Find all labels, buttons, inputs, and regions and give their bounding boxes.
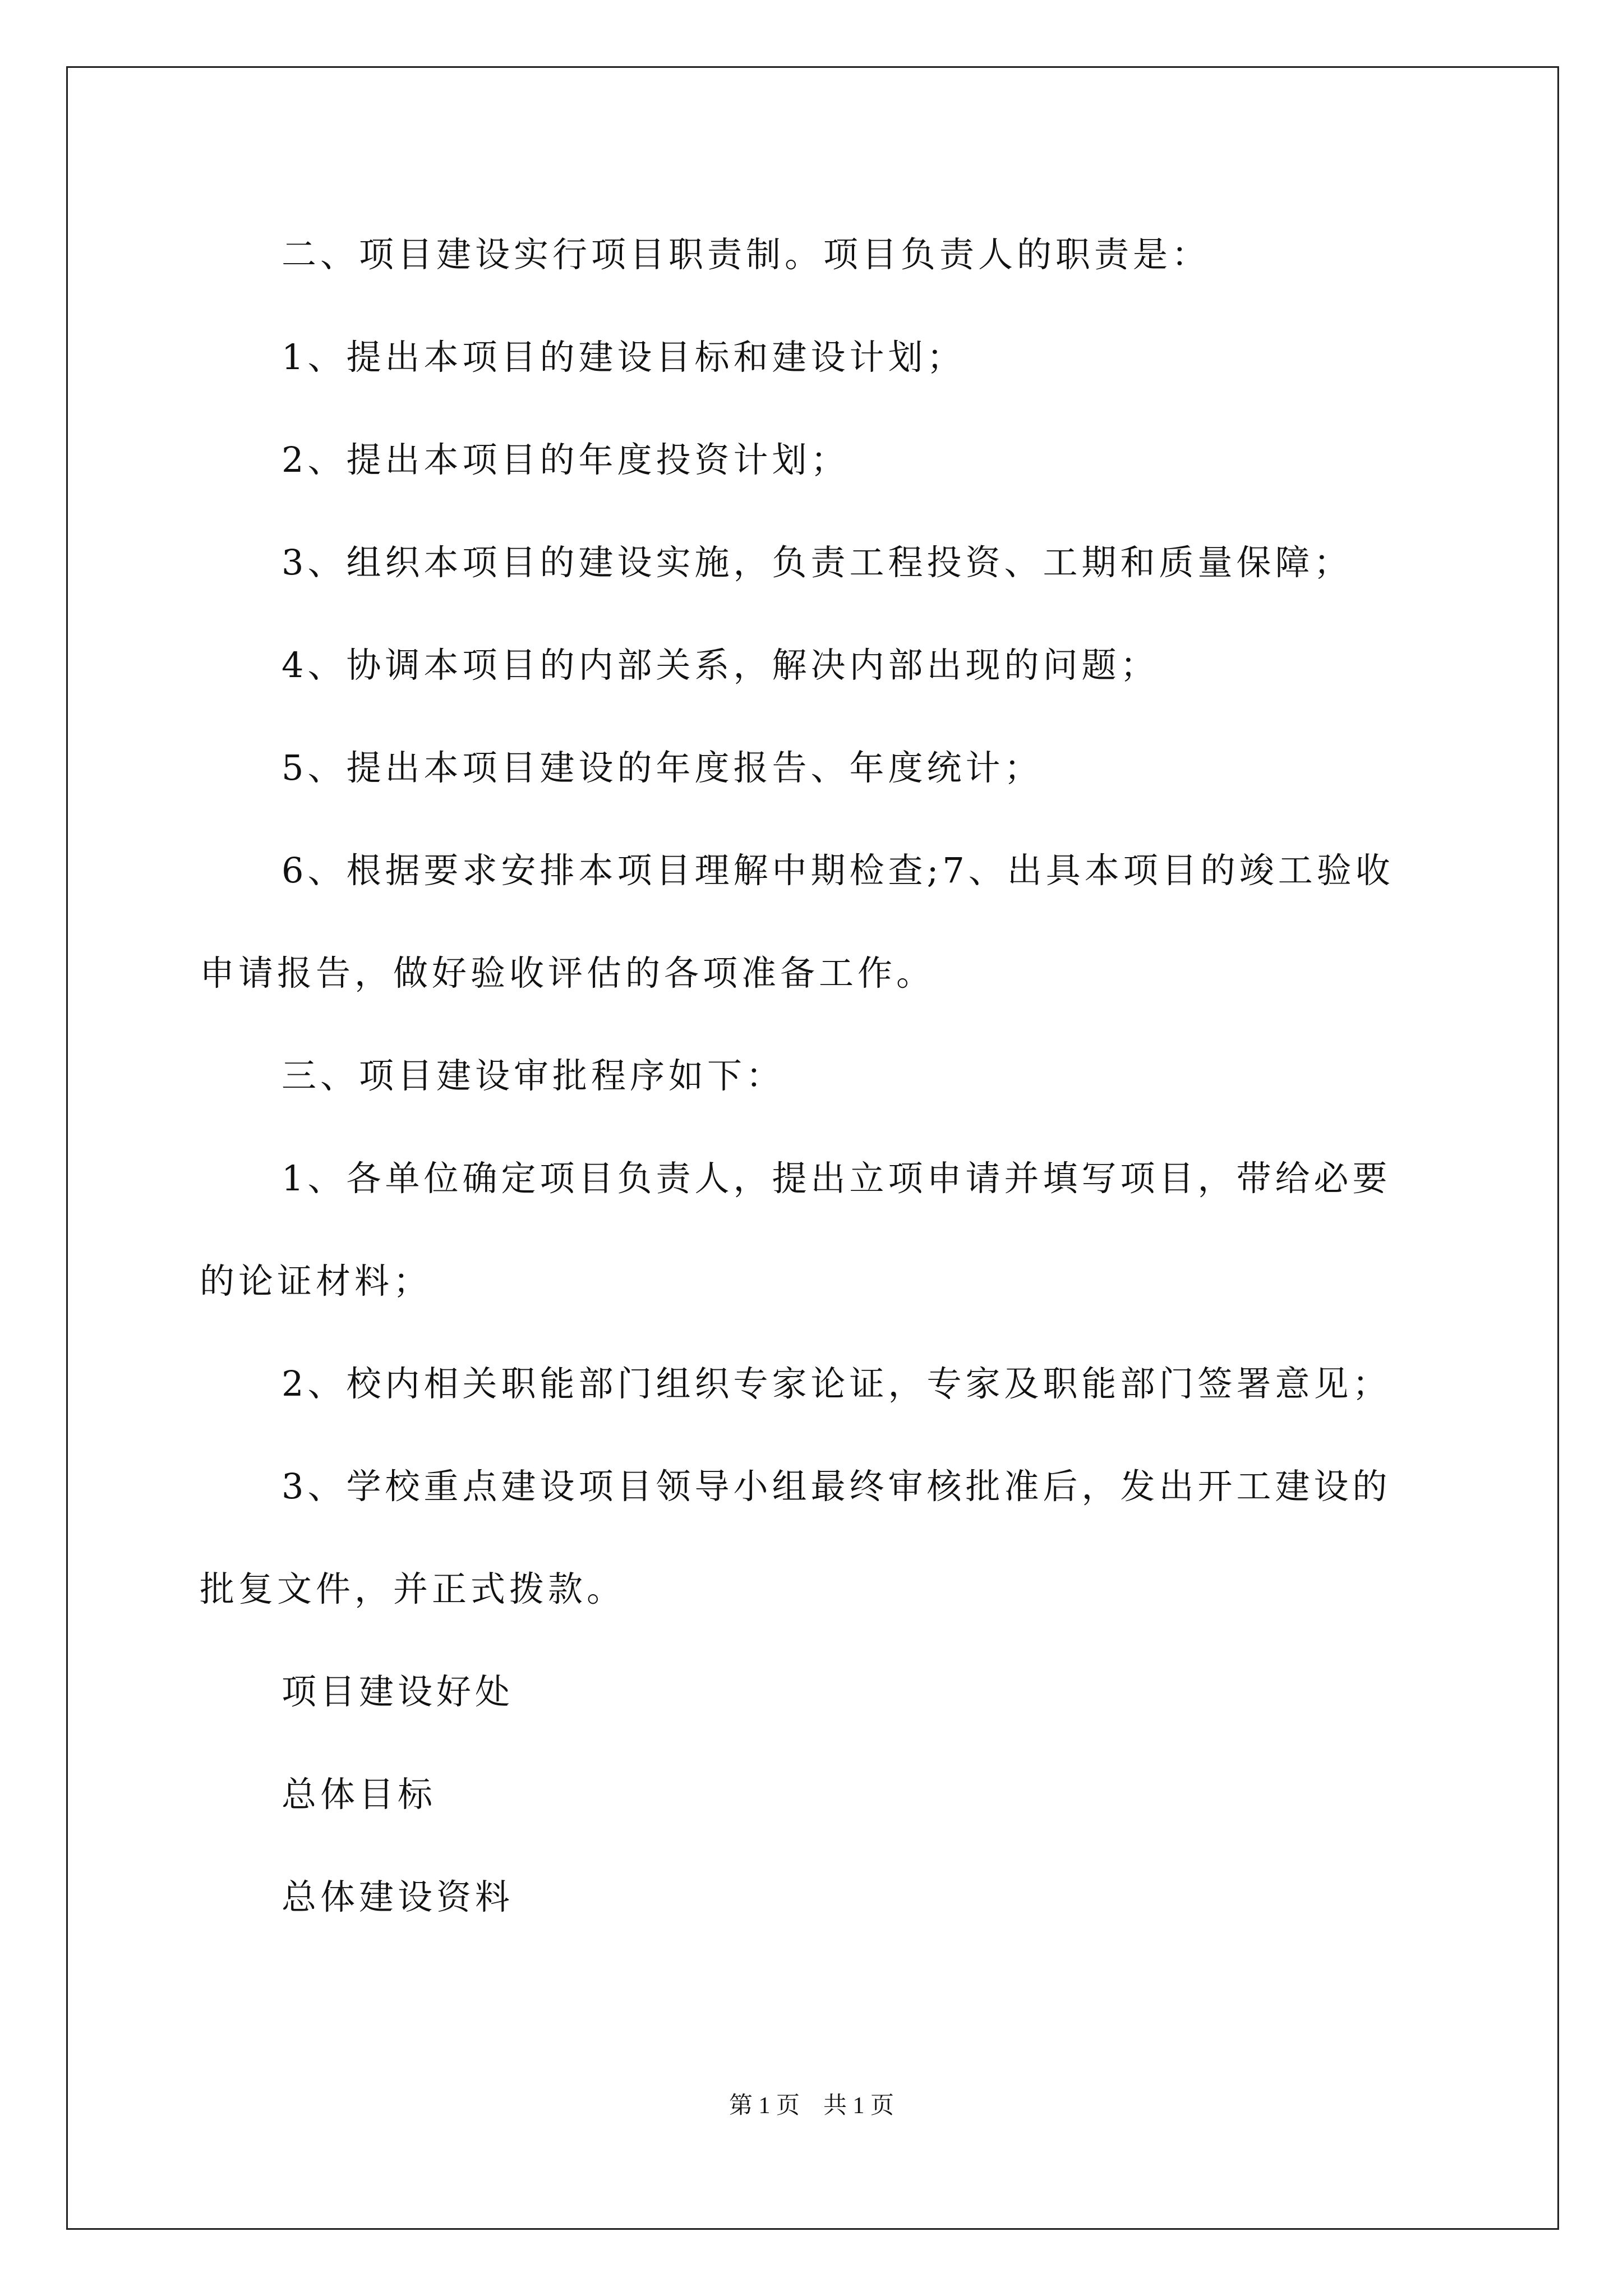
list-item: 5、提出本项目建设的年度报告、年度统计； [282,747,1043,788]
list-item: 2、校内相关职能部门组织专家论证，专家及职能部门签署意见； [282,1363,1391,1404]
list-item-continuation: 批复文件，并正式拨款。 [200,1568,626,1609]
list-item: 1、各单位确定项目负责人，提出立项申请并填写项目，带给必要 [282,1158,1391,1199]
list-item: 6、根据要求安排本项目理解中期检查;7、出具本项目的竣工验收 [282,850,1394,891]
section-heading: 总体目标 [282,1774,437,1815]
list-item: 4、协调本项目的内部关系，解决内部出现的问题； [282,645,1159,685]
section-heading: 项目建设好处 [282,1671,514,1712]
section-heading: 总体建设资料 [282,1876,514,1917]
list-item: 1、提出本项目的建设目标和建设计划； [282,337,966,378]
page-footer: 第 1 页 共 1 页 [728,2093,894,2119]
list-item-continuation: 申请报告，做好验收评估的各项准备工作。 [200,953,935,993]
paragraph-approval-heading: 三、项目建设审批程序如下： [282,1055,785,1096]
list-item: 3、学校重点建设项目领导小组最终审核批准后，发出开工建设的 [282,1466,1391,1507]
list-item: 2、提出本项目的年度投资计划； [282,439,850,480]
list-item: 3、组织本项目的建设实施，负责工程投资、工期和质量保障； [282,542,1353,583]
paragraph-responsibility-heading: 二、项目建设实行项目职责制。项目负责人的职责是： [282,234,1211,275]
list-item-continuation: 的论证材料； [200,1260,432,1301]
